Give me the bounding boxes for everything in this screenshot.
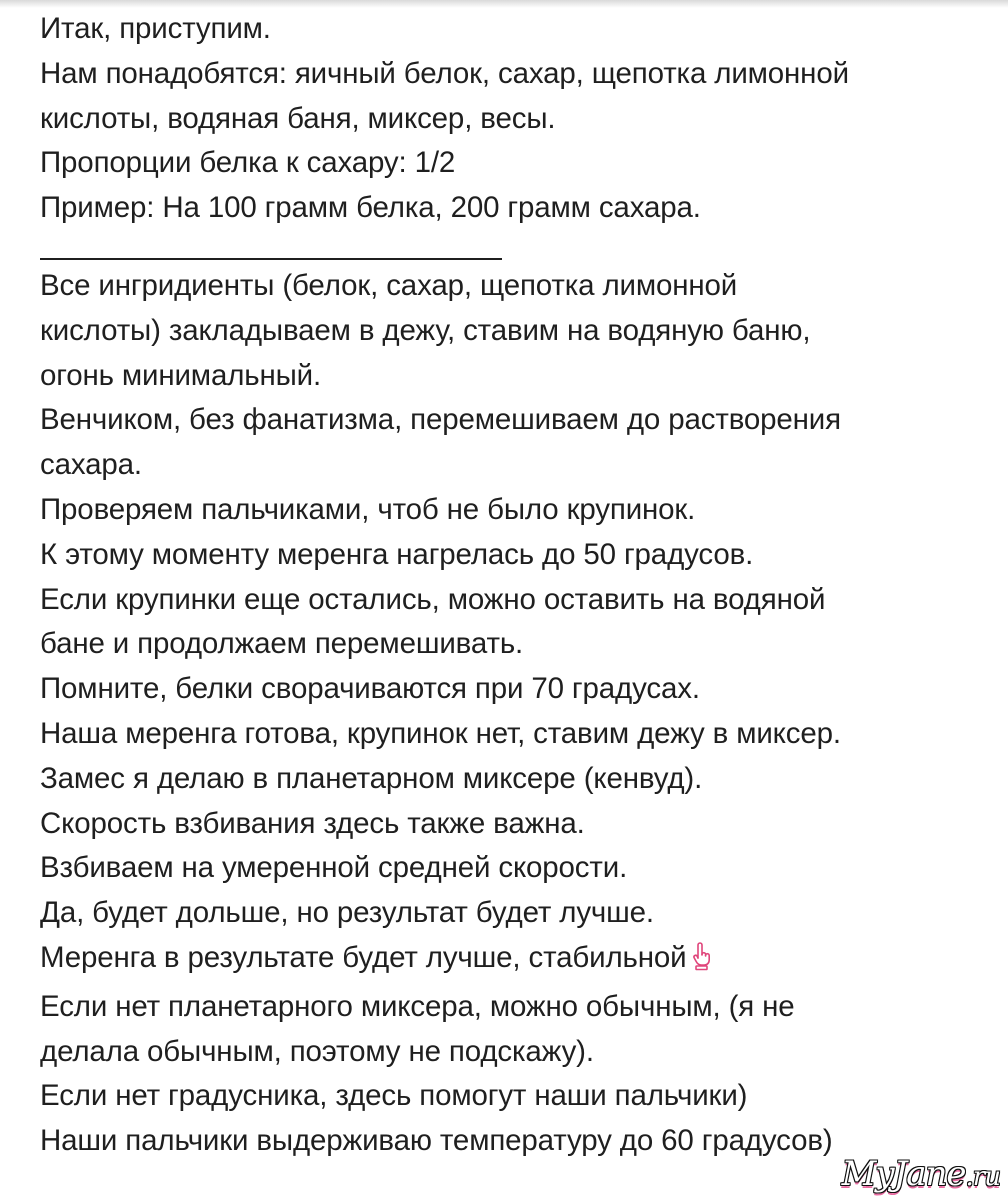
text-line: Венчиком, без фанатизма, перемешиваем до растворения — [40, 403, 841, 437]
text-line: Помните, белки сворачиваются при 70 градусах. — [40, 672, 700, 706]
recipe-text — [40, 7, 995, 1164]
text-line: Наши пальчики выдерживаю температуру до 60 градусов) — [40, 1124, 833, 1158]
watermark-logo — [842, 1154, 1000, 1197]
text-line: Скорость взбивания здесь также важна. — [40, 806, 585, 840]
text-line: Наша меренга готова, крупинок нет, ставим дежу в миксер. — [40, 716, 841, 750]
text-line: Все ингридиенты (белок, сахар, щепотка лимонной — [40, 268, 738, 302]
text-line: Нам понадобятся: яичный белок, сахар, щепотка лимонной — [40, 56, 849, 90]
text-line: Да, будет дольше, но результат будет лучше. — [40, 896, 654, 930]
pointing-up-hand-icon — [689, 940, 713, 985]
text-line: делала обычным, поэтому не подскажу). — [40, 1034, 594, 1068]
text-line: Пропорции белка к сахару: 1/2 — [40, 146, 456, 180]
text-line: Пример: На 100 грамм белка, 200 грамм сахара. — [40, 191, 701, 225]
text-line-with-emoji — [40, 936, 995, 985]
divider-line — [40, 258, 502, 260]
text-line: К этому моменту меренга нагрелась до 50 градусов. — [40, 537, 754, 571]
text-line: кислоты) закладываем в дежу, ставим на водяную баню, — [40, 313, 811, 347]
text-line: сахара. — [40, 448, 142, 482]
text-line: огонь минимальный. — [40, 358, 322, 392]
text-line: Если крупинки еще остались, можно оставить на водяной — [40, 582, 826, 616]
text-line: Проверяем пальчиками, чтоб не было крупинок. — [40, 492, 696, 526]
text-line: Итак, приступим. — [40, 12, 271, 45]
text-line: кислоты, водяная баня, миксер, весы. — [40, 101, 556, 135]
text-line: Если нет градусника, здесь помогут наши пальчики) — [40, 1079, 748, 1113]
text-line: Замес я делаю в планетарном миксере (кенвуд). — [40, 761, 703, 795]
text-line-label: Меренга в результате будет лучше, стабильной — [40, 940, 687, 974]
watermark-suffix: .ru — [965, 1162, 1000, 1192]
text-line: бане и продолжаем перемешивать. — [40, 627, 524, 661]
text-line: Взбиваем на умеренной средней скорости. — [40, 851, 628, 885]
watermark-main: MyJane — [841, 1154, 966, 1194]
text-line: Если нет планетарного миксера, можно обычным, (я не — [40, 989, 795, 1023]
